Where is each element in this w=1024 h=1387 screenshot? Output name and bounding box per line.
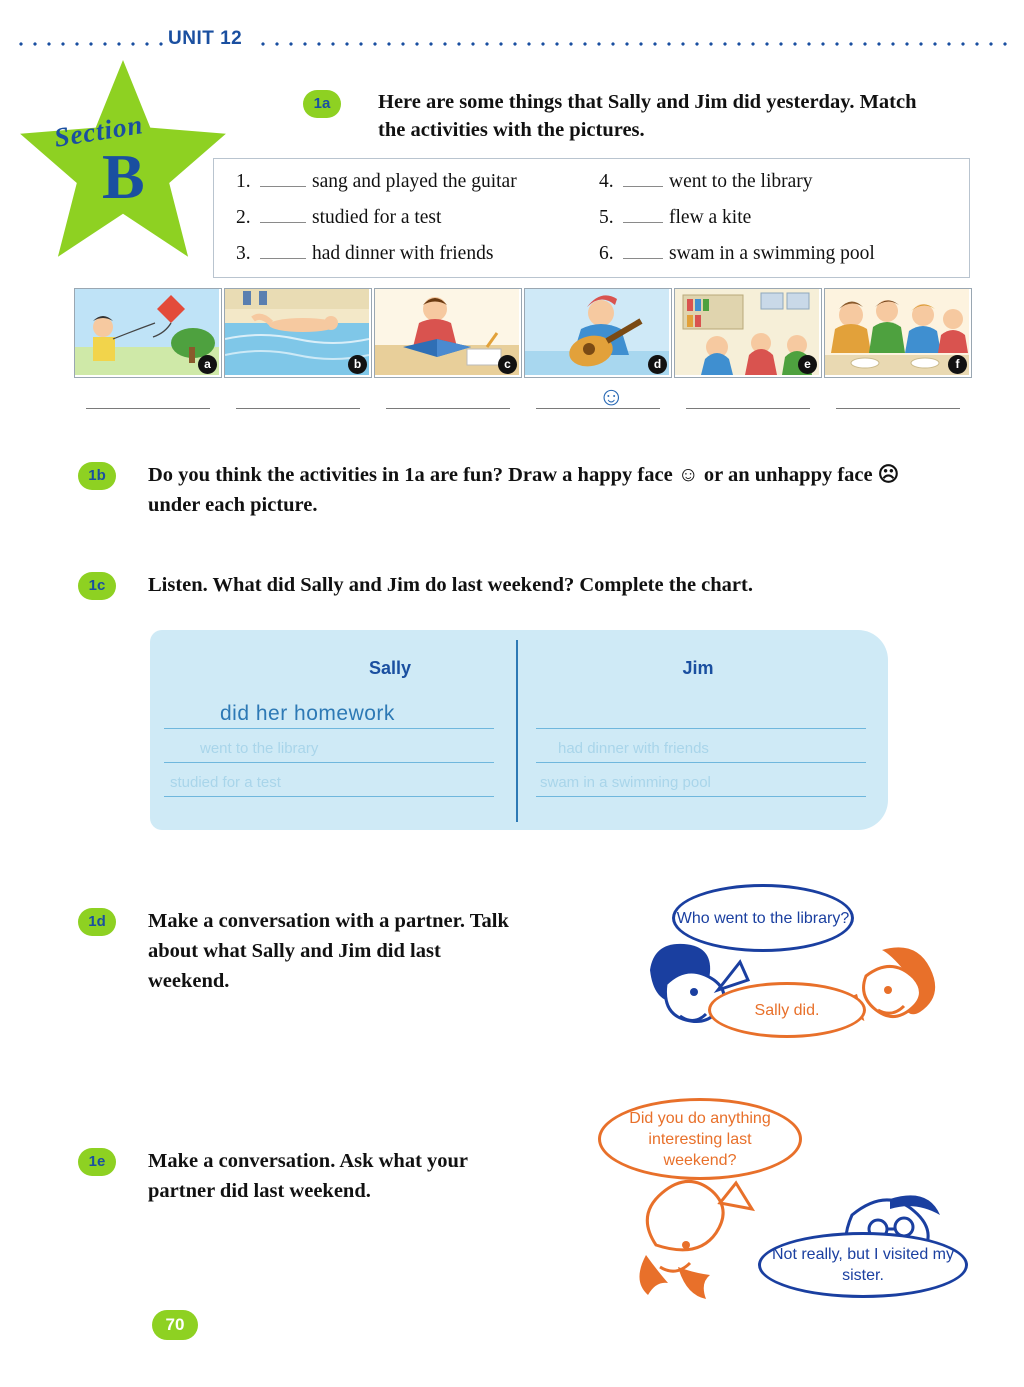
list-item — [599, 171, 813, 193]
picture-answer-line[interactable] — [686, 408, 810, 409]
speech-bubble-not-really: Not really, but I visited my sister. — [758, 1232, 968, 1298]
list-item-number: 4. — [599, 171, 614, 192]
listening-chart — [150, 630, 888, 830]
list-item — [236, 171, 517, 193]
task-tag-1c: 1c — [78, 572, 116, 600]
chart-ghost-text: swam in a swimming pool — [540, 774, 711, 791]
speech-bubble-sally-did: Sally did. — [708, 982, 866, 1038]
list-item — [236, 243, 493, 265]
picture-b[interactable] — [224, 288, 372, 378]
speech-bubble-who-went: Who went to the library? — [672, 884, 854, 952]
list-item-label: had dinner with friends — [312, 243, 494, 264]
picture-answer-line[interactable] — [86, 408, 210, 409]
task-1e-prompt: Make a conversation. Ask what your partner did last weekend. — [148, 1150, 468, 1202]
list-item-number: 5. — [599, 207, 614, 228]
section-letter: B — [102, 141, 145, 212]
list-item-number: 3. — [236, 243, 251, 264]
chart-write-line[interactable] — [536, 728, 866, 729]
section-word: Section — [52, 109, 146, 153]
chart-write-line[interactable] — [164, 762, 494, 763]
chart-write-line[interactable] — [536, 796, 866, 797]
picture-letter: c — [498, 355, 517, 374]
picture-answer-line[interactable] — [836, 408, 960, 409]
picture-answer-lines — [74, 408, 970, 412]
task-tag-1b: 1b — [78, 462, 116, 490]
answer-blank[interactable] — [623, 207, 663, 223]
answer-blank[interactable] — [623, 243, 663, 259]
chart-filled-answer: did her homework — [220, 702, 395, 725]
list-item-label: swam in a swimming pool — [669, 243, 875, 264]
task-tag-1d: 1d — [78, 908, 116, 936]
picture-answer-line[interactable] — [386, 408, 510, 409]
list-item — [236, 207, 441, 229]
task-1d-prompt: Make a conversation with a partner. Talk about what Sally and Jim did last weekend. — [148, 910, 509, 992]
list-item-label: flew a kite — [669, 207, 752, 228]
chart-write-line[interactable] — [164, 728, 494, 729]
task-tag-1e: 1e — [78, 1148, 116, 1176]
list-item — [599, 243, 875, 265]
list-item — [599, 207, 751, 229]
list-item-label: went to the library — [669, 171, 813, 192]
picture-d[interactable] — [524, 288, 672, 378]
answer-blank[interactable] — [260, 171, 306, 187]
chart-ghost-text: studied for a test — [170, 774, 281, 791]
picture-a[interactable] — [74, 288, 222, 378]
picture-strip — [74, 288, 970, 378]
task-1c-prompt: Listen. What did Sally and Jim do last weekend? Complete the chart. — [148, 574, 753, 596]
chart-ghost-text: had dinner with friends — [558, 740, 709, 757]
picture-letter: e — [798, 355, 817, 374]
answer-blank[interactable] — [260, 243, 306, 259]
header-dots-right — [256, 42, 1008, 46]
answer-blank[interactable] — [260, 207, 306, 223]
chart-divider — [516, 640, 518, 822]
page-header — [0, 28, 1024, 60]
task-1b-prompt: Do you think the activities in 1a are fun? Draw a happy face ☺ or an unhappy face ☹ under each picture. — [148, 464, 900, 516]
picture-letter: f — [948, 355, 967, 374]
chart-column-header-jim: Jim — [682, 658, 714, 678]
picture-letter: d — [648, 355, 667, 374]
picture-f[interactable] — [824, 288, 972, 378]
picture-letter: b — [348, 355, 367, 374]
chart-column-header-sally: Sally — [368, 658, 412, 678]
picture-c[interactable] — [374, 288, 522, 378]
list-item-number: 2. — [236, 207, 251, 228]
list-item-number: 6. — [599, 243, 614, 264]
picture-e[interactable] — [674, 288, 822, 378]
drawn-happy-face: ☺ — [598, 382, 625, 411]
picture-answer-line[interactable] — [236, 408, 360, 409]
unit-label: UNIT 12 — [168, 28, 243, 49]
picture-letter: a — [198, 355, 217, 374]
activities-list-box — [213, 158, 970, 278]
chart-write-line[interactable] — [536, 762, 866, 763]
task-1a-prompt: Here are some things that Sally and Jim did yesterday. Match the activities with the pictures. — [378, 91, 917, 141]
list-item-number: 1. — [236, 171, 251, 192]
page-number: 70 — [152, 1310, 198, 1340]
chart-write-line[interactable] — [164, 796, 494, 797]
task-tag-1a: 1a — [303, 90, 341, 118]
answer-blank[interactable] — [623, 171, 663, 187]
section-badge — [18, 60, 238, 285]
header-dots-left — [14, 42, 164, 46]
speech-bubble-did-you-do: Did you do anything interesting last weekend? — [598, 1098, 802, 1180]
chart-ghost-text: went to the library — [200, 740, 319, 757]
list-item-label: studied for a test — [312, 207, 442, 228]
list-item-label: sang and played the guitar — [312, 171, 517, 192]
